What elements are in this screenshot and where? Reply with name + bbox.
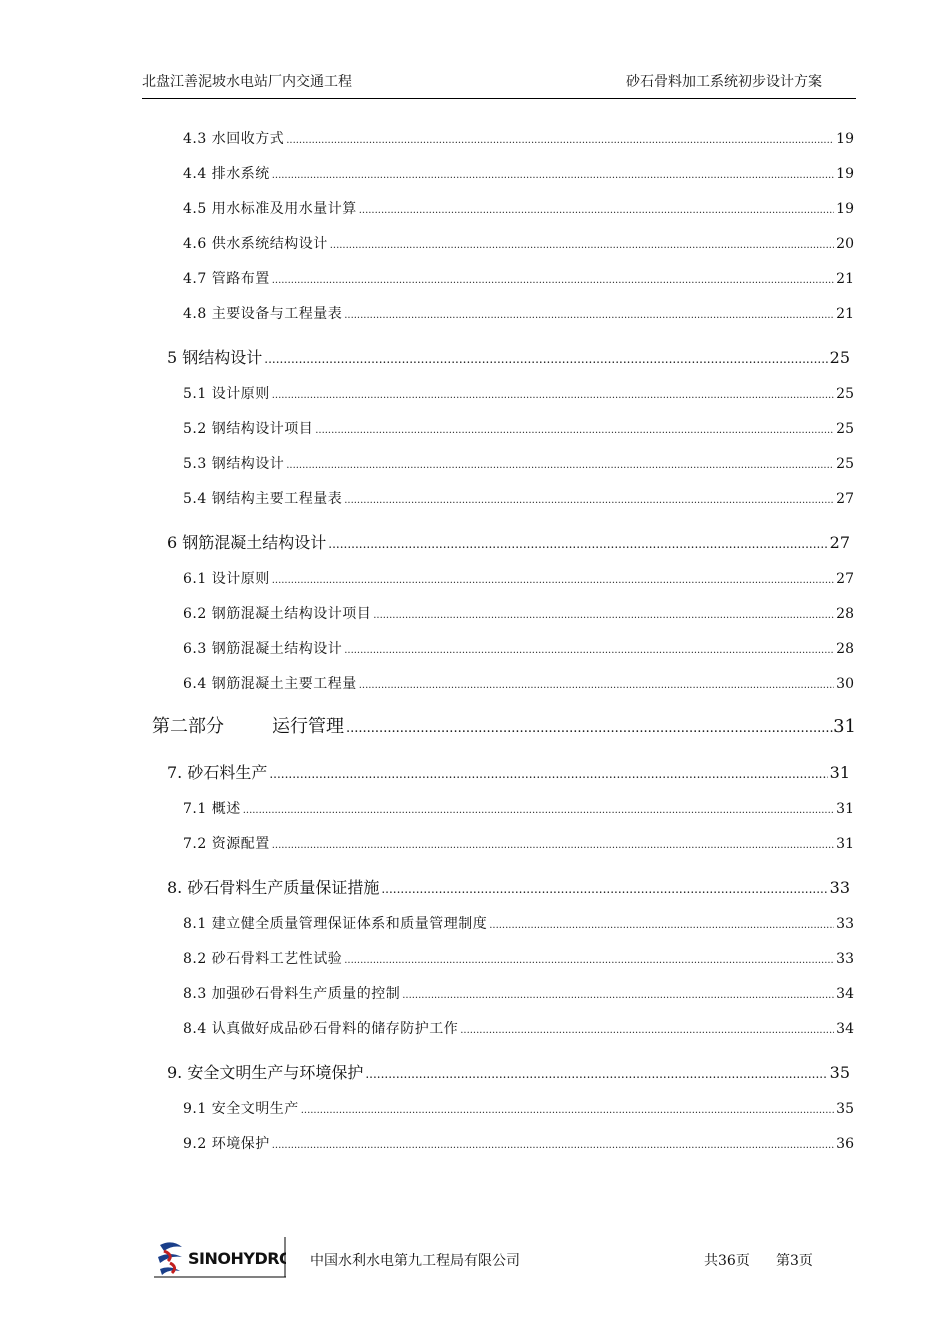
toc-entry-page: 33: [836, 951, 854, 967]
toc-leader-dots: [344, 955, 834, 966]
toc-entry-9-1[interactable]: [183, 1098, 854, 1118]
toc-entry-6-4[interactable]: [183, 673, 854, 693]
toc-leader-dots: [489, 920, 834, 931]
toc-entry-title: 8.3 加强砂石骨料生产质量的控制: [183, 986, 401, 1002]
toc-chapter-7[interactable]: [167, 760, 850, 783]
toc-entry-page: 34: [836, 986, 854, 1002]
toc-entry-page: 28: [836, 641, 854, 657]
toc-entry-page: 27: [836, 491, 854, 507]
toc-entry-4-4[interactable]: [183, 163, 854, 183]
toc-entry-page: 35: [836, 1101, 854, 1117]
toc-leader-dots: [272, 170, 834, 181]
toc-part-number: 第二部分: [152, 716, 224, 737]
toc-entry-page: 19: [836, 166, 854, 182]
toc-entry-4-6[interactable]: [183, 233, 854, 253]
toc-entry-page: 25: [829, 348, 850, 367]
toc-entry-6-3[interactable]: [183, 638, 854, 658]
toc-entry-8-2[interactable]: [183, 948, 854, 968]
toc-entry-title: 6 钢筋混凝土结构设计: [167, 533, 327, 552]
toc-part-name: 运行管理: [272, 716, 344, 737]
toc-entry-4-5[interactable]: [183, 198, 854, 218]
toc-leader-dots: [460, 1025, 834, 1036]
toc-entry-page: 31: [833, 716, 856, 737]
toc-entry-title: 9.1 安全文明生产: [183, 1101, 299, 1117]
toc-entry-6-2[interactable]: [183, 603, 854, 623]
toc-leader-dots: [272, 840, 834, 851]
toc-entry-title: 5.2 钢结构设计项目: [183, 421, 314, 437]
toc-entry-7-1[interactable]: [183, 798, 854, 818]
toc-entry-page: 27: [829, 533, 850, 552]
toc-leader-dots: [381, 882, 827, 896]
toc-entry-page: 33: [836, 916, 854, 932]
toc-entry-page: 36: [836, 1136, 854, 1152]
toc-entry-8-4[interactable]: [183, 1018, 854, 1038]
toc-entry-page: 25: [836, 456, 854, 472]
toc-entry-title: 7. 砂石料生产: [167, 763, 268, 782]
toc-entry-page: 31: [836, 801, 854, 817]
footer-company-name: 中国水利水电第九工程局有限公司: [310, 1253, 520, 1269]
sinohydro-logo: [154, 1235, 286, 1279]
toc-entry-title: 4.8 主要设备与工程量表: [183, 306, 343, 322]
toc-chapter-5[interactable]: [167, 345, 850, 368]
footer-current-page: 第3页: [776, 1253, 813, 1269]
toc-entry-title: 6.1 设计原则: [183, 571, 270, 587]
toc-entry-title: 4.4 排水系统: [183, 166, 270, 182]
toc-entry-title: 5.4 钢结构主要工程量表: [183, 491, 343, 507]
toc-entry-title: 8.1 建立健全质量管理保证体系和质量管理制度: [183, 916, 488, 932]
toc-entry-title: 8. 砂石骨料生产质量保证措施: [167, 878, 380, 897]
toc-entry-8-1[interactable]: [183, 913, 854, 933]
toc-entry-7-2[interactable]: [183, 833, 854, 853]
toc-entry-title: 4.5 用水标准及用水量计算: [183, 201, 357, 217]
toc-entry-title: 4.6 供水系统结构设计: [183, 236, 328, 252]
toc-leader-dots: [328, 537, 827, 551]
toc-leader-dots: [272, 275, 834, 286]
toc-entry-page: 21: [836, 306, 854, 322]
toc-entry-title: 7.2 资源配置: [183, 836, 270, 852]
toc-part-2[interactable]: [152, 712, 856, 738]
toc-entry-title: 7.1 概述: [183, 801, 241, 817]
toc-entry-title: 5.1 设计原则: [183, 386, 270, 402]
header-document-title: 砂石骨料加工系统初步设计方案: [626, 74, 822, 90]
svg-text:SINOHYDRO: SINOHYDRO: [188, 1249, 286, 1268]
toc-leader-dots: [272, 1140, 834, 1151]
toc-chapter-6[interactable]: [167, 530, 850, 553]
toc-leader-dots: [359, 680, 834, 691]
toc-entry-title: 6.3 钢筋混凝土结构设计: [183, 641, 343, 657]
toc-leader-dots: [269, 767, 827, 781]
toc-entry-page: 19: [836, 201, 854, 217]
sinohydro-logo-mark: [154, 1235, 286, 1279]
toc-entry-title: 5.3 钢结构设计: [183, 456, 285, 472]
toc-leader-dots: [272, 575, 834, 586]
toc-part-title: [152, 712, 344, 738]
toc-entry-4-7[interactable]: [183, 268, 854, 288]
toc-entry-5-3[interactable]: [183, 453, 854, 473]
toc-leader-dots: [264, 352, 827, 366]
toc-entry-5-1[interactable]: [183, 383, 854, 403]
toc-leader-dots: [286, 135, 834, 146]
toc-chapter-9[interactable]: [167, 1060, 850, 1083]
toc-entry-page: 25: [836, 421, 854, 437]
toc-leader-dots: [359, 205, 834, 216]
toc-leader-dots: [344, 495, 834, 506]
toc-leader-dots: [365, 1067, 827, 1081]
toc-entry-title: 9. 安全文明生产与环境保护: [167, 1063, 364, 1082]
header-divider: [142, 98, 856, 99]
toc-entry-page: 19: [836, 131, 854, 147]
toc-entry-title: 6.4 钢筋混凝土主要工程量: [183, 676, 357, 692]
toc-entry-page: 28: [836, 606, 854, 622]
toc-leader-dots: [373, 610, 834, 621]
footer-total-pages: 共36页: [704, 1253, 750, 1269]
toc-leader-dots: [344, 645, 834, 656]
toc-entry-page: 31: [829, 763, 850, 782]
toc-entry-page: 27: [836, 571, 854, 587]
toc-leader-dots: [330, 240, 834, 251]
toc-leader-dots: [301, 1105, 834, 1116]
toc-entry-title: 8.2 砂石骨料工艺性试验: [183, 951, 343, 967]
toc-entry-title: 6.2 钢筋混凝土结构设计项目: [183, 606, 372, 622]
toc-entry-title: 4.3 水回收方式: [183, 131, 285, 147]
toc-leader-dots: [243, 805, 834, 816]
toc-entry-5-2[interactable]: [183, 418, 854, 438]
toc-entry-page: 33: [829, 878, 850, 897]
toc-entry-page: 31: [836, 836, 854, 852]
toc-entry-9-2[interactable]: [183, 1133, 854, 1153]
toc-entry-title: 8.4 认真做好成品砂石骨料的储存防护工作: [183, 1021, 459, 1037]
header-project-title: 北盘江善泥坡水电站厂内交通工程: [142, 74, 352, 90]
toc-chapter-8[interactable]: [167, 875, 850, 898]
toc-entry-page: 20: [836, 236, 854, 252]
toc-entry-title: 9.2 环境保护: [183, 1136, 270, 1152]
toc-entry-page: 34: [836, 1021, 854, 1037]
toc-entry-4-8[interactable]: [183, 303, 854, 323]
toc-entry-title: 5 钢结构设计: [167, 348, 263, 367]
toc-leader-dots: [344, 310, 834, 321]
toc-entry-title: 4.7 管路布置: [183, 271, 270, 287]
toc-entry-5-4[interactable]: [183, 488, 854, 508]
toc-entry-page: 35: [829, 1063, 850, 1082]
toc-entry-6-1[interactable]: [183, 568, 854, 588]
toc-entry-page: 21: [836, 271, 854, 287]
toc-leader-dots: [346, 721, 833, 736]
toc-leader-dots: [286, 460, 834, 471]
toc-entry-page: 30: [836, 676, 854, 692]
toc-entry-4-3[interactable]: [183, 128, 854, 148]
toc-leader-dots: [315, 425, 834, 436]
toc-leader-dots: [272, 390, 834, 401]
toc-leader-dots: [402, 990, 834, 1001]
toc-entry-8-3[interactable]: [183, 983, 854, 1003]
toc-entry-page: 25: [836, 386, 854, 402]
